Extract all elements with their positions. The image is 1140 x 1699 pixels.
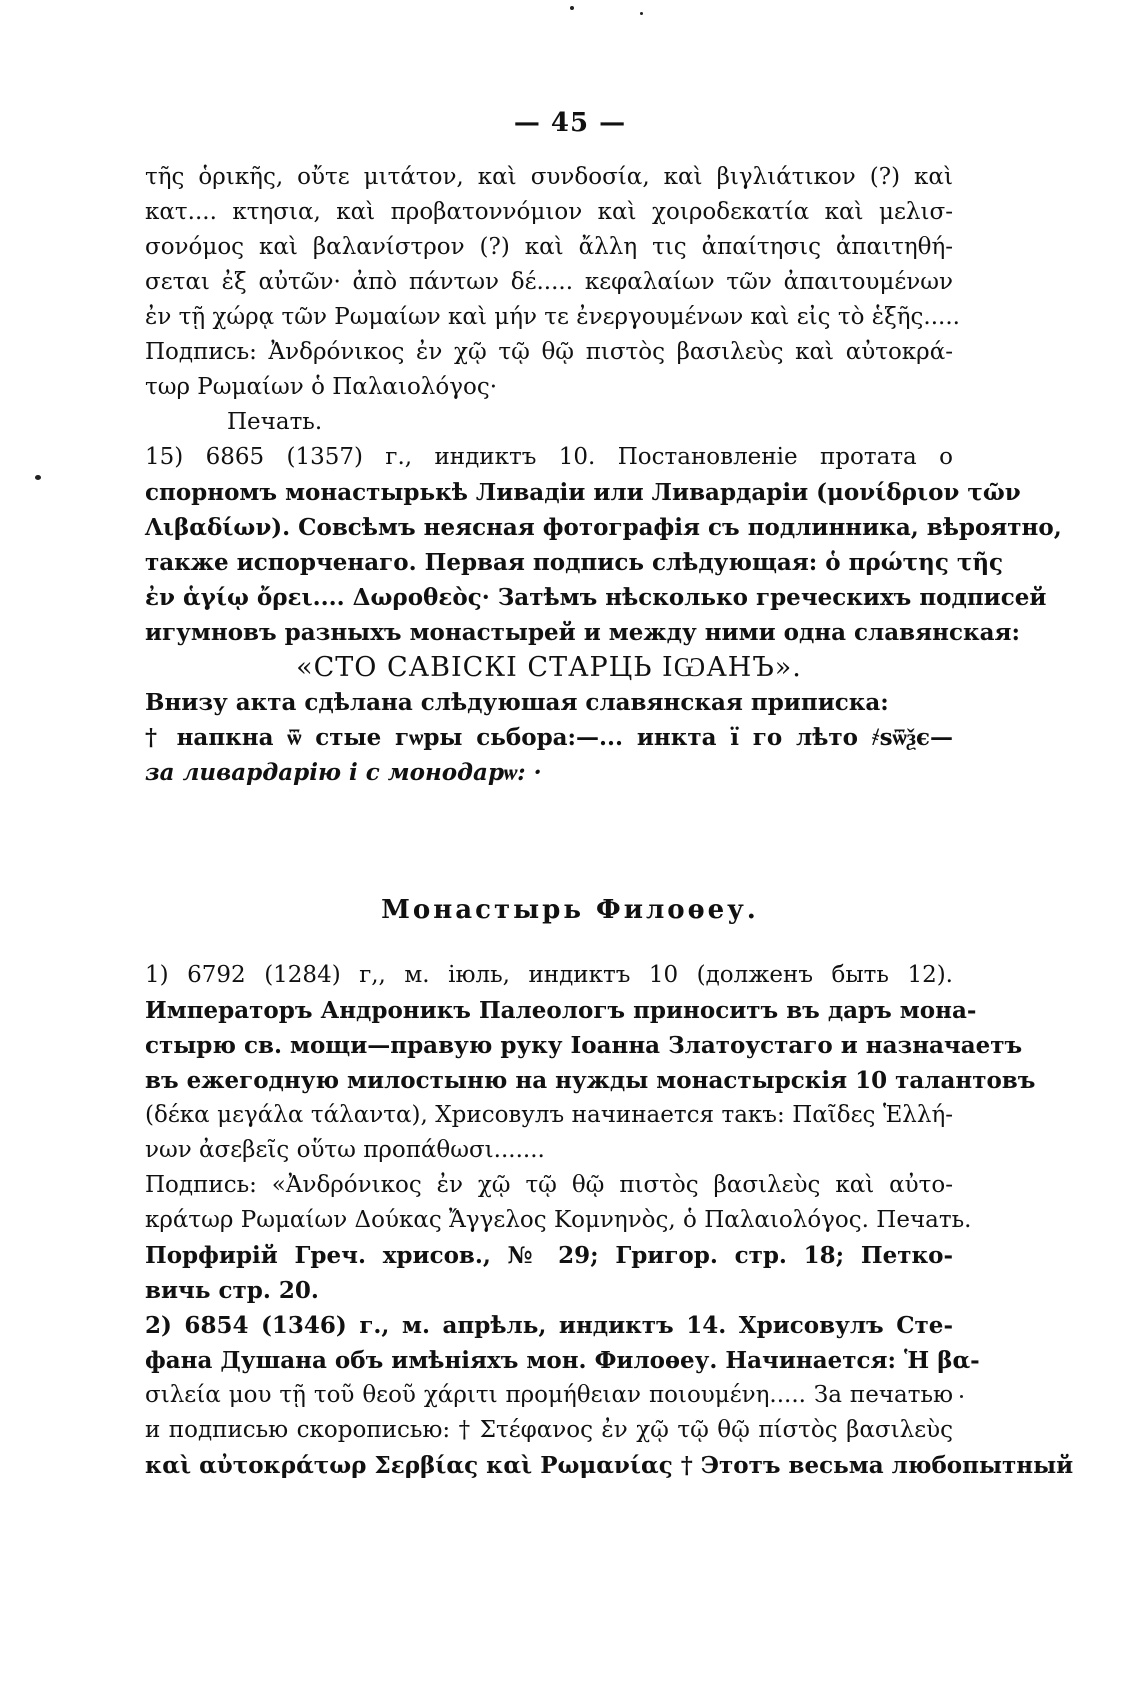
signature-line: Подпись: Ἀνδρόνικος ἐν χῷ τῷ θῷ πιστὸς βασιλεὺς καὶ αὐτοκρά- — [145, 339, 953, 365]
text-line: (δέκα μεγάλα τάλαντα), Хрисовулъ начинается такъ: Παῖδες Ἑλλή- — [145, 1102, 953, 1128]
section-heading: Монастырь Филоѳеу. — [381, 895, 759, 925]
signature-line: Подпись: «Ἀνδρόνικος ἐν χῷ τῷ θῷ πιστὸς βασιλεὺς καὶ αὐτο- — [145, 1172, 953, 1198]
text-line: Императоръ Андроникъ Палеологъ приноситъ въ даръ мона- — [145, 997, 977, 1024]
text-line: καὶ αὐτοκράτωρ Σερβίας καὶ Ρωμανίας † Этотъ весьма любопытный — [145, 1452, 1074, 1479]
page-number: — 45 — — [513, 108, 627, 138]
seal-label: Печать. — [227, 409, 323, 435]
slavonic-inscription: † напкна ѿ стые гѡры сьбора:—... инкта ї го лѣто ҂ѕѿѯє— — [145, 724, 953, 751]
text-line: ἐν τῇ χώρᾳ τῶν Ρωμαίων καὶ μήν τε ἐνεργουμένων καὶ εἰς τὸ ἑξῆς..... — [145, 304, 960, 330]
text-line: τωρ Ρωμαίων ὁ Παλαιολόγος· — [145, 374, 498, 400]
entry-line: 15) 6865 (1357) г., индиктъ 10. Постановленіе протата о — [145, 444, 953, 470]
scan-speck — [960, 1395, 963, 1398]
slavonic-signature: «СТО САВІСКІ СТАРЦЬ ІѠАНЪ». — [296, 652, 802, 683]
text-line: также испорченаго. Первая подпись слѣдующая: ὁ πρώτης τῆς — [145, 549, 1004, 576]
text-line: νων ἀσεβεῖς οὕτω προπάθωσι....... — [145, 1137, 545, 1163]
text-line: Λιβαδίων). Совсѣмъ неясная фотографія съ подлинника, вѣроятно, — [145, 514, 1062, 541]
text-block-top — [145, 160, 1062, 790]
scan-speck — [640, 12, 643, 15]
entry-line: 1) 6792 (1284) г,, м. іюль, индиктъ 10 (долженъ быть 12). — [145, 962, 953, 988]
reference-line: Порфирій Греч. хрисов., № 29; Григор. стр. 18; Петко- — [145, 1242, 953, 1269]
text-line: τῆς ὁρικῆς, οὔτε μιτάτον, καὶ συνδοσία, καὶ βιγλιάτικον (?) καὶ — [145, 164, 953, 190]
text-line: σεται ἐξ αὐτῶν· ἀπὸ πάντων δέ..... κεφαλαίων τῶν ἀπαιτουμένων — [145, 269, 953, 295]
scan-speck — [35, 475, 41, 480]
text-line: фана Душана объ имѣніяхъ мон. Филоѳеу. Начинается: Ἡ βα- — [145, 1347, 980, 1374]
text-line: Внизу акта сдѣлана слѣдуюшая славянская приписка: — [145, 689, 889, 716]
text-line: ἐν ἁγίῳ ὄρει.... Δωροθεὸς· Затѣмъ нѣсколько греческихъ подписей — [145, 584, 1047, 611]
text-line: κατ.... κτησια, καὶ προβατοννόμιον καὶ χοιροδεκατία καὶ μελισ- — [145, 199, 953, 225]
text-line: σονόμος καὶ βαλανίστρον (?) καὶ ἄλλη τις ἀπαίτησις ἀπαιτηθή- — [145, 234, 953, 260]
text-line: игумновъ разныхъ монастырей и между ними одна славянская: — [145, 619, 1020, 646]
text-line: стырю св. мощи—правую руку Іоанна Златоустаго и назначаетъ — [145, 1032, 1023, 1059]
text-line: κράτωρ Ρωμαίων Δούκας Ἄγγελος Κομνηνὸς, ὁ Παλαιολόγος. Печать. — [145, 1207, 972, 1233]
text-block-bottom — [145, 958, 1074, 1483]
entry-line: 2) 6854 (1346) г., м. апрѣль, индиктъ 14. Хрисовулъ Сте- — [145, 1312, 953, 1339]
text-line: въ ежегодную милостыню на нужды монастырскія 10 талантовъ — [145, 1067, 1036, 1094]
text-line: σιλεία μου τῇ τοῦ θεοῦ χάριτι προμήθειαν ποιουμένη..... За печатью — [145, 1382, 953, 1408]
text-line: за ливардарію і с монодарѡ: · — [145, 759, 542, 786]
text-line: и подписью скорописью: † Στέφανος ἐν χῷ τῷ θῷ πίστὸς βασιλεὺς — [145, 1417, 953, 1443]
text-line: спорномъ монастырькѣ Ливадіи или Ливардаріи (μονίδριον τῶν — [145, 479, 1021, 506]
scan-speck — [570, 6, 574, 10]
text-line: вичь стр. 20. — [145, 1277, 319, 1304]
